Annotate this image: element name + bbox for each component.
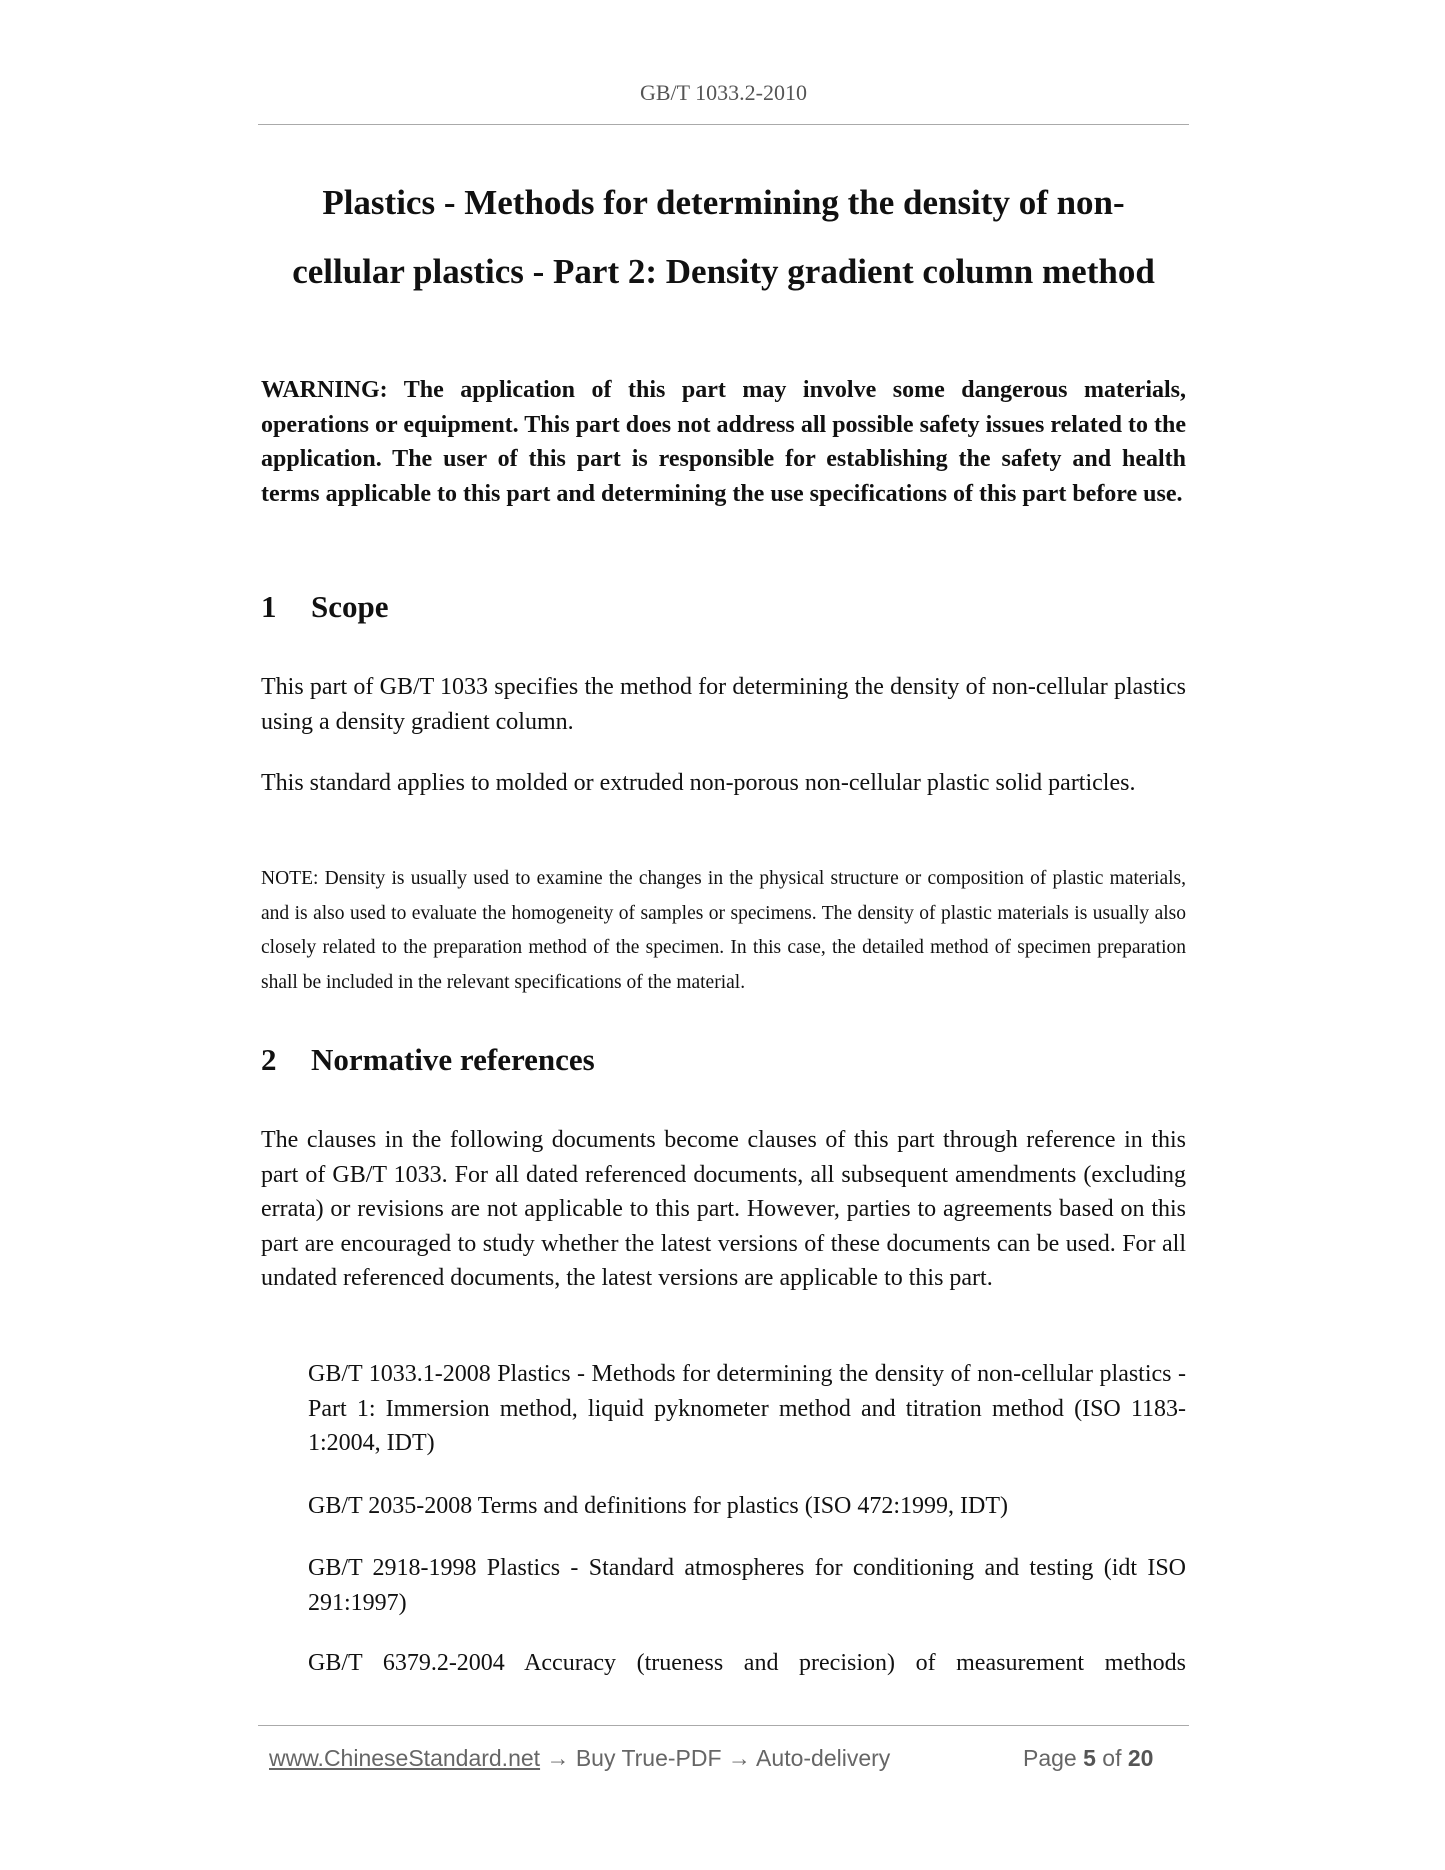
website-link[interactable]: www.ChineseStandard.net xyxy=(269,1745,541,1771)
title-line-1: Plastics - Methods for determining the density of non- xyxy=(322,183,1125,222)
section-title: Scope xyxy=(311,589,389,624)
scope-paragraph-1: This part of GB/T 1033 specifies the method for determining the density of non-cellular plastics using a density gradient column. xyxy=(261,674,1186,735)
document-header-id: GB/T 1033.2-2010 xyxy=(639,80,808,105)
scope-note: NOTE: Density is usually used to examine the changes in the physical structure or composition of plastic materials, and is also used to evaluate the homogeneity of samples or specimens. The density of plastic materials is usually also closely related to the preparation method of the specimen. In this case, the detailed method of specimen preparation shall be included in the relevant specifications of the material. xyxy=(261,868,1186,993)
header-divider xyxy=(258,124,1189,125)
reference-item: GB/T 6379.2-2004 Accuracy (trueness and precision) of measurement methods xyxy=(308,1650,1186,1676)
footer-promo xyxy=(269,1745,890,1772)
section-title: Normative references xyxy=(311,1042,595,1077)
warning-paragraph: WARNING: The application of this part may involve some dangerous materials, operations or equipment. This part does not address all possible safety issues related to the application. The user of this part is responsible for establishing the safety and health terms applicable to this part and determining the use specifications of this part before use. xyxy=(261,377,1186,507)
current-page: 5 xyxy=(1083,1745,1096,1771)
footer-promo-text: → Buy True-PDF → Auto-delivery xyxy=(540,1745,891,1771)
document-title xyxy=(258,168,1189,306)
reference-item: GB/T 2918-1998 Plastics - Standard atmospheres for conditioning and testing (idt ISO 291:1997) xyxy=(308,1555,1186,1616)
section-1-heading xyxy=(261,589,389,625)
page-indicator xyxy=(1023,1745,1153,1772)
section-number: 1 xyxy=(261,589,277,624)
total-pages: 20 xyxy=(1127,1745,1154,1771)
reference-item: GB/T 2035-2008 Terms and definitions for plastics (ISO 472:1999, IDT) xyxy=(308,1493,1009,1519)
page-label: Page xyxy=(1023,1745,1077,1771)
section-number: 2 xyxy=(261,1042,277,1077)
footer-divider xyxy=(258,1725,1189,1726)
scope-paragraph-2: This standard applies to molded or extruded non-porous non-cellular plastic solid particles. xyxy=(261,770,1136,796)
normative-paragraph: The clauses in the following documents become clauses of this part through reference in this part of GB/T 1033. For all dated referenced documents, all subsequent amendments (excluding errata) or revisions are not applicable to this part. However, parties to agreements based on this part are encouraged to study whether the latest versions of these documents can be used. For all undated referenced documents, the latest versions are applicable to this part. xyxy=(261,1127,1186,1292)
reference-item: GB/T 1033.1-2008 Plastics - Methods for determining the density of non-cellular plastics - Part 1: Immersion method, liquid pyknometer method and titration method (ISO 1183-1:2004, IDT) xyxy=(308,1361,1186,1457)
page-of: of xyxy=(1102,1745,1122,1771)
section-2-heading xyxy=(261,1042,595,1078)
title-line-2: cellular plastics - Part 2: Density gradient column method xyxy=(292,252,1155,291)
